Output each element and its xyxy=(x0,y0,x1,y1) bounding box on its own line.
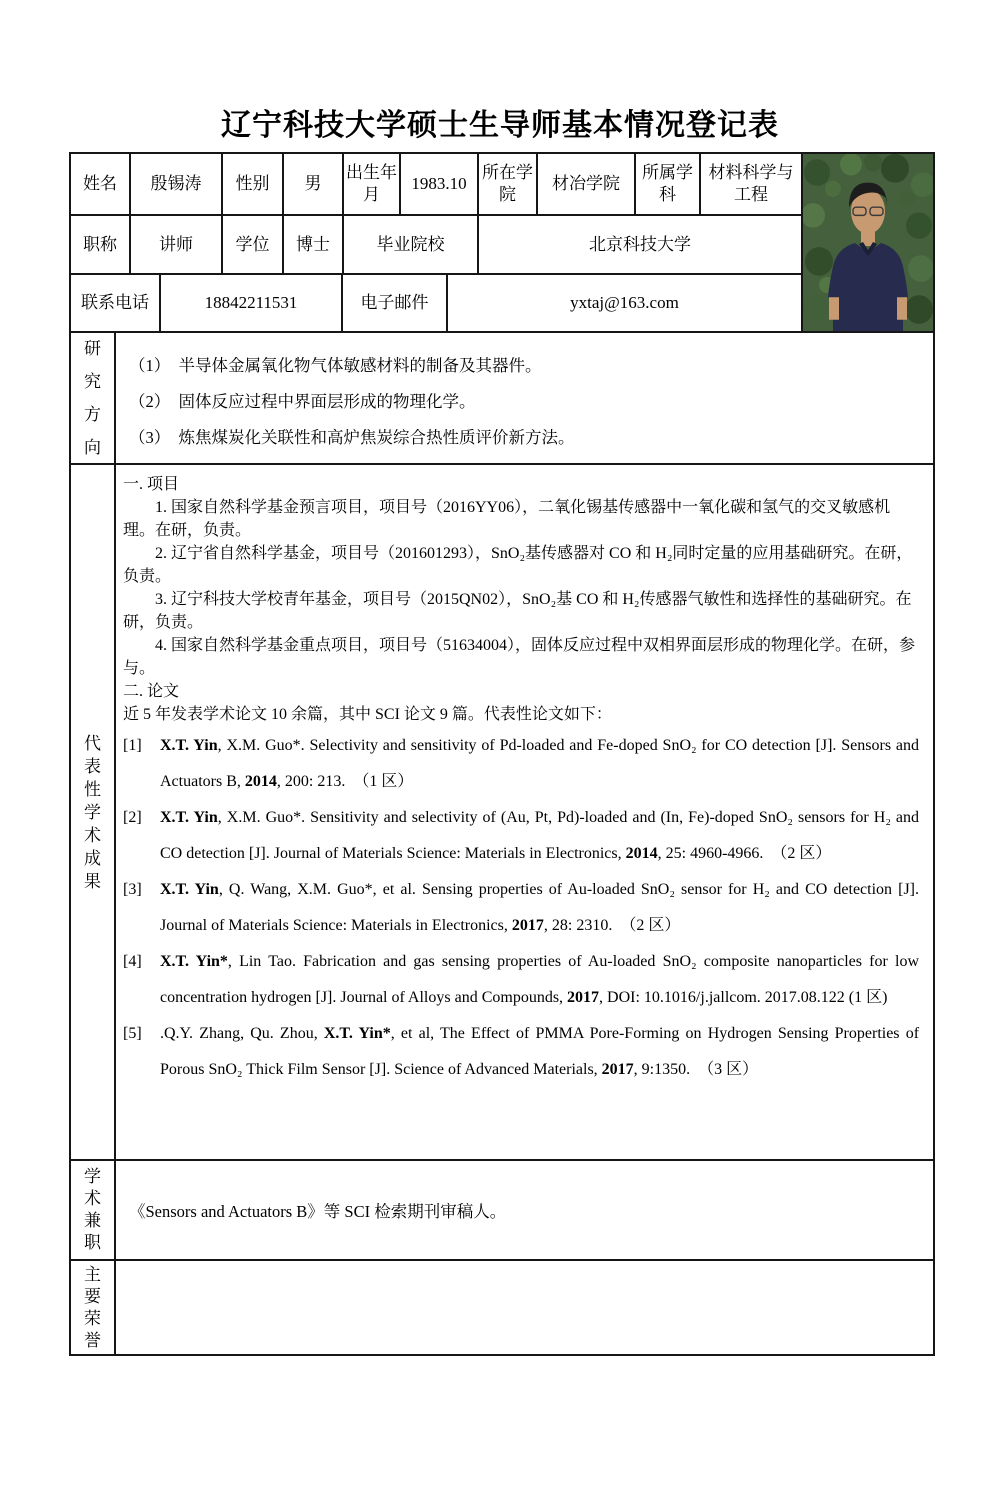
academic-positions-label: 学术兼职 xyxy=(84,1167,101,1252)
college-label: 所在学院 xyxy=(479,154,538,214)
academic-positions-content: 《Sensors and Actuators B》等 SCI 检索期刊审稿人。 xyxy=(129,1202,507,1221)
paper-marker: [2] xyxy=(123,809,142,826)
achievements-content xyxy=(116,465,933,1088)
paper-item xyxy=(123,944,921,1016)
birth-value: 1983.10 xyxy=(401,154,479,214)
paper-marker: [3] xyxy=(123,881,142,898)
info-row-1 xyxy=(71,154,801,216)
gender-value: 男 xyxy=(284,154,344,214)
paper-item xyxy=(123,872,921,944)
alma-label: 毕业院校 xyxy=(344,216,479,273)
birth-label: 出生年月 xyxy=(344,154,401,214)
phone-value: 18842211531 xyxy=(161,275,343,331)
paper-marker: [1] xyxy=(123,737,142,754)
rank-label: 职称 xyxy=(71,216,131,273)
paper-item xyxy=(123,728,921,800)
achievements-section xyxy=(71,465,933,1161)
main-honors-content xyxy=(116,1261,933,1354)
research-item: （1） 半导体金属氧化物气体敏感材料的制备及其器件。 xyxy=(129,356,542,375)
projects-heading: 一. 项目 xyxy=(123,476,180,493)
info-row-3 xyxy=(71,275,801,331)
email-value: yxtaj@163.com xyxy=(570,293,679,312)
paper-citation: X.T. Yin*, Lin Tao. Fabrication and gas sensing properties of Au-loaded SnO₂ composite nanoparticles for low concentration hydrogen [J]. Journal of Alloys and Compounds, 2017, DOI: 10.1016/j.jallcom. 2017.08.122 (1 区) xyxy=(160,953,920,1006)
academic-positions-header xyxy=(71,1161,116,1259)
main-honors-header xyxy=(71,1261,116,1354)
projects-block xyxy=(123,473,921,726)
phone-label: 联系电话 xyxy=(71,275,161,331)
discipline-label: 所属学科 xyxy=(636,154,701,214)
info-row-2 xyxy=(71,216,801,275)
academic-positions-section xyxy=(71,1161,933,1261)
project-item: 4. 国家自然科学基金重点项目，项目号（51634004），固体反应过程中双相界面层形成的物理化学。在研，参与。 xyxy=(123,637,916,677)
paper-citation: X.T. Yin, Q. Wang, X.M. Guo*, et al. Sensing properties of Au-loaded SnO₂ sensor for H₂ and CO detection [J]. Journal of Materials Science: Materials in Electronics, 2017, 28: 2310. （2 区） xyxy=(160,881,920,934)
papers-heading: 二. 论文 xyxy=(123,683,180,700)
achievements-header xyxy=(71,465,116,1159)
supervisor-photo xyxy=(801,154,933,331)
photo-illustration xyxy=(803,154,933,331)
paper-citation: X.T. Yin, X.M. Guo*. Sensitivity and selectivity of (Au, Pt, Pd)-loaded and (In, Fe)-doped SnO₂ sensors for H₂ and CO detection [J]. Journal of Materials Science: Materials in Electronics, 2014, 25: 4960-4966. （2 区） xyxy=(160,809,920,862)
paper-citation: .Q.Y. Zhang, Qu. Zhou, X.T. Yin*, et al, The Effect of PMMA Pore-Forming on Hydrogen Sensing Properties of Porous SnO₂ Thick Film Sensor [J]. Science of Advanced Materials, 2017, 9:1350. （3 区） xyxy=(160,1025,920,1078)
paper-item xyxy=(123,1016,921,1088)
paper-marker: [4] xyxy=(123,953,142,970)
name-value: 殷锡涛 xyxy=(131,154,223,214)
alma-value: 北京科技大学 xyxy=(589,234,691,254)
research-item: （2） 固体反应过程中界面层形成的物理化学。 xyxy=(129,392,476,411)
paper-item xyxy=(123,800,921,872)
project-item: 1. 国家自然科学基金预言项目，项目号（2016YY06），二氧化锡基传感器中一氧化碳和氢气的交叉敏感机理。在研，负责。 xyxy=(123,499,891,539)
research-directions-content xyxy=(116,333,933,456)
degree-value: 博士 xyxy=(284,216,344,273)
paper-marker: [5] xyxy=(123,1025,142,1042)
gender-label: 性别 xyxy=(223,154,284,214)
research-directions-section xyxy=(71,333,933,465)
email-label: 电子邮件 xyxy=(343,275,448,331)
papers-intro: 近 5 年发表学术论文 10 余篇，其中 SCI 论文 9 篇。代表性论文如下： xyxy=(123,706,612,723)
research-item: （3） 炼焦煤炭化关联性和高炉焦炭综合热性质评价新方法。 xyxy=(129,428,575,447)
research-directions-label: 研究方向 xyxy=(84,339,101,457)
discipline-value: 材料科学与工程 xyxy=(708,163,794,204)
main-honors-section xyxy=(71,1261,933,1354)
main-honors-label: 主要荣誉 xyxy=(84,1264,101,1350)
page-title: 辽宁科技大学硕士生导师基本情况登记表 xyxy=(221,109,779,142)
degree-label: 学位 xyxy=(223,216,284,273)
paper-citation: X.T. Yin, X.M. Guo*. Selectivity and sensitivity of Pd-loaded and Fe-doped SnO₂ for CO detection [J]. Sensors and Actuators B, 2014, 200: 213. （1 区） xyxy=(160,737,920,790)
registration-form-table xyxy=(69,152,935,1356)
college-value: 材冶学院 xyxy=(538,154,636,214)
rank-value: 讲师 xyxy=(131,216,223,273)
research-directions-header xyxy=(71,333,116,463)
achievements-label: 代表性学术成果 xyxy=(84,733,101,891)
project-item: 3. 辽宁科技大学校青年基金，项目号（2015QN02），SnO₂基 CO 和 H₂传感器气敏性和选择性的基础研究。在研，负责。 xyxy=(123,591,912,631)
basic-info-section xyxy=(71,154,933,333)
name-label: 姓名 xyxy=(71,154,131,214)
papers-list xyxy=(123,728,921,1088)
project-item: 2. 辽宁省自然科学基金，项目号（201601293），SnO₂基传感器对 CO 和 H₂同时定量的应用基础研究。在研，负责。 xyxy=(123,545,913,585)
